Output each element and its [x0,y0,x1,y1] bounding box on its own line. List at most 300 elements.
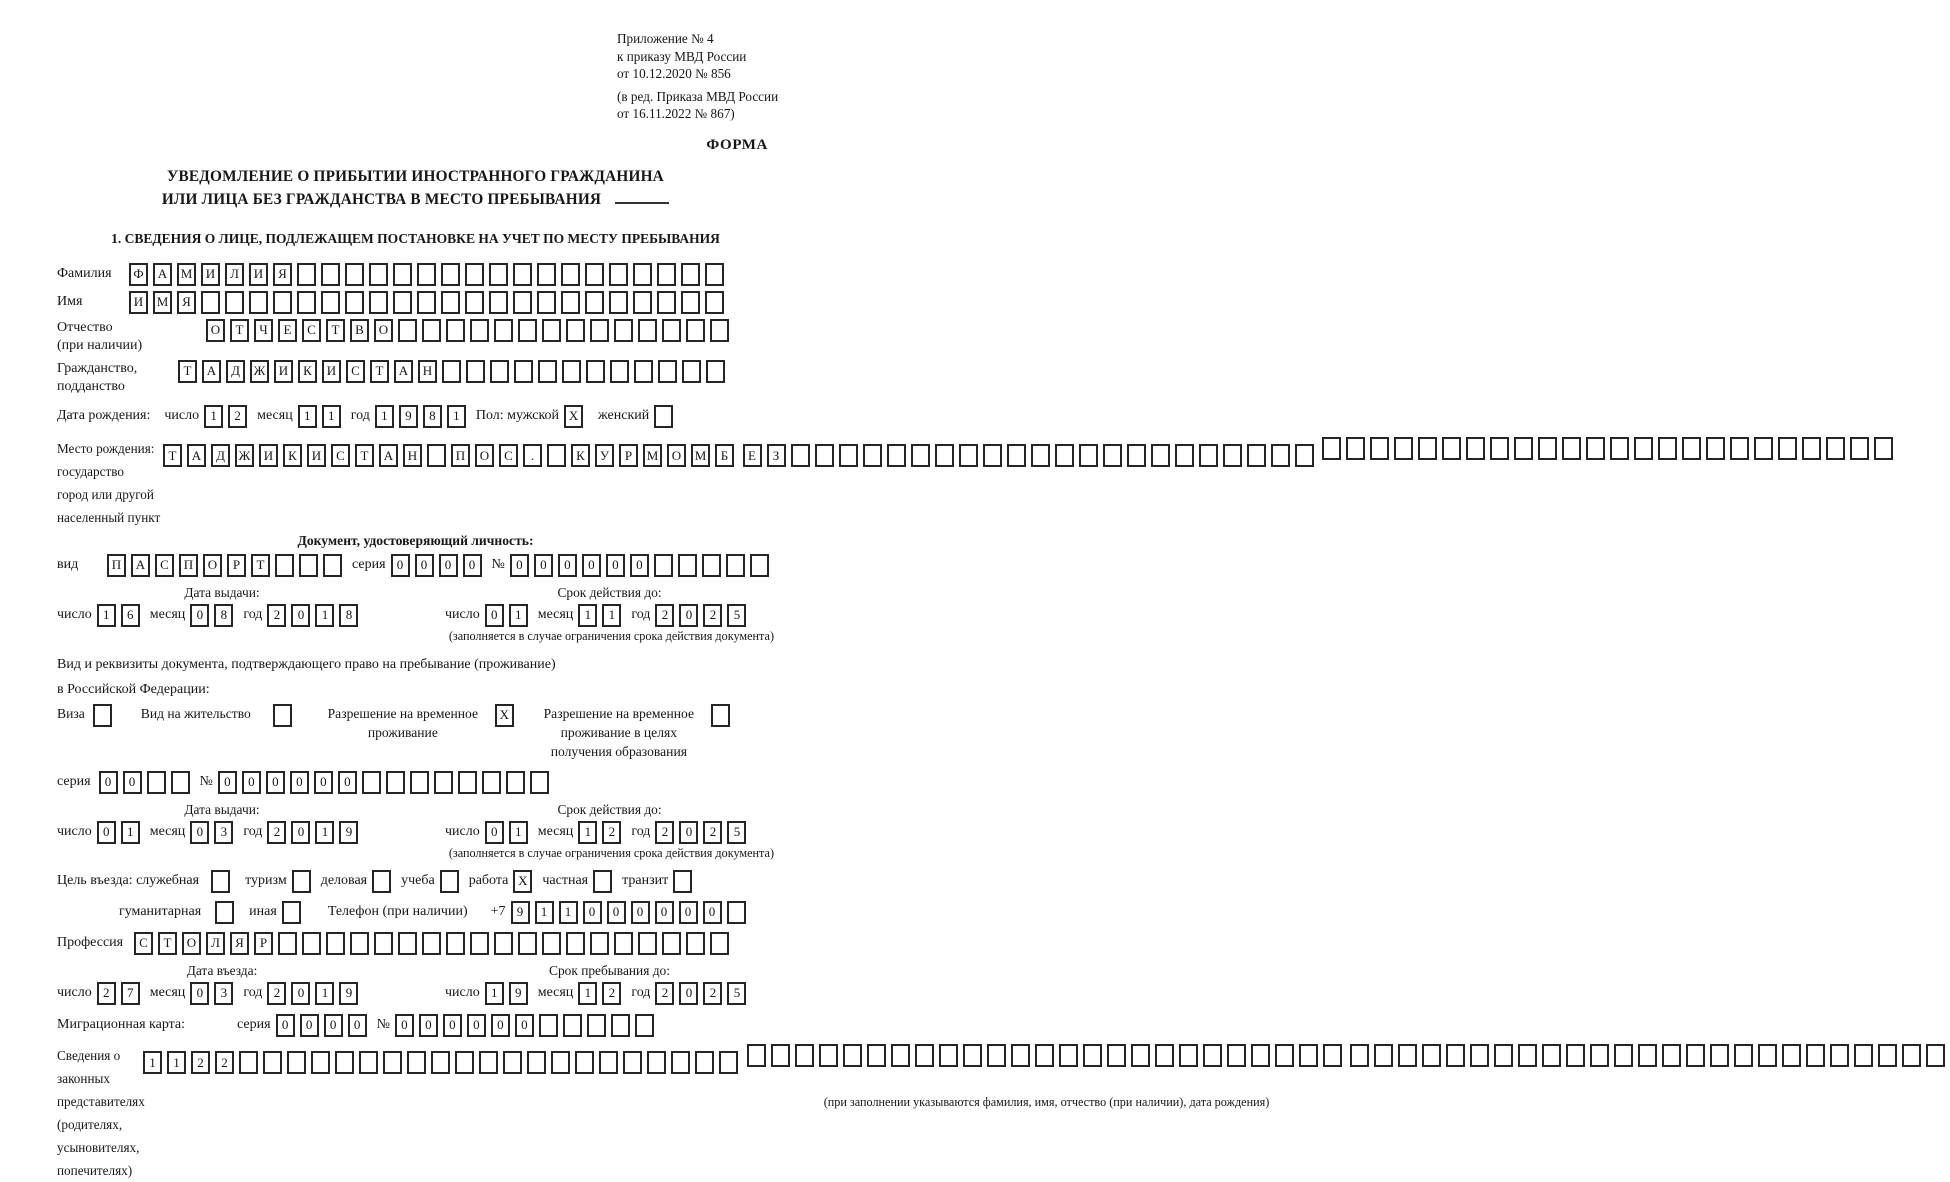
char-cell[interactable]: Ф [129,263,148,286]
char-cell[interactable] [292,870,311,893]
char-cell[interactable] [442,360,461,383]
char-cell[interactable] [561,263,580,286]
char-cell[interactable] [1878,1044,1897,1067]
char-cell[interactable]: А [394,360,413,383]
char-cell[interactable]: И [274,360,293,383]
char-cell[interactable] [611,1014,630,1037]
char-cell[interactable] [562,360,581,383]
char-cell[interactable] [1874,437,1893,460]
char-cell[interactable]: 1 [375,405,394,428]
char-cell[interactable] [915,1044,934,1067]
char-cell[interactable] [1007,444,1026,467]
char-cell[interactable] [681,291,700,314]
char-cell[interactable] [518,932,537,955]
char-cell[interactable]: Б [715,444,734,467]
char-cell[interactable] [843,1044,862,1067]
char-cell[interactable] [297,291,316,314]
char-cell[interactable]: 0 [510,554,529,577]
char-cell[interactable] [321,263,340,286]
char-cell[interactable] [771,1044,790,1067]
char-cell[interactable]: 9 [339,982,358,1005]
char-cell[interactable]: . [523,444,542,467]
char-cell[interactable]: О [206,319,225,342]
char-cell[interactable]: У [595,444,614,467]
char-cell[interactable]: 5 [727,604,746,627]
char-cell[interactable] [434,771,453,794]
char-cell[interactable] [393,291,412,314]
char-cell[interactable]: И [249,263,268,286]
char-cell[interactable]: 1 [298,405,317,428]
char-cell[interactable] [867,1044,886,1067]
char-cell[interactable] [417,263,436,286]
char-cell[interactable]: 1 [167,1051,186,1074]
char-cell[interactable]: Р [619,444,638,467]
char-cell[interactable]: 2 [267,821,286,844]
char-cell[interactable] [422,932,441,955]
char-cell[interactable] [1734,1044,1753,1067]
char-cell[interactable] [225,291,244,314]
char-cell[interactable] [633,291,652,314]
char-cell[interactable]: 1 [578,982,597,1005]
char-cell[interactable]: 0 [324,1014,343,1037]
char-cell[interactable] [1175,444,1194,467]
char-cell[interactable] [987,1044,1006,1067]
char-cell[interactable] [654,554,673,577]
char-cell[interactable] [585,263,604,286]
char-cell[interactable] [455,1051,474,1074]
char-cell[interactable] [795,1044,814,1067]
char-cell[interactable] [537,291,556,314]
char-cell[interactable]: 2 [602,821,621,844]
char-cell[interactable]: 5 [727,821,746,844]
char-cell[interactable] [1299,1044,1318,1067]
char-cell[interactable]: А [153,263,172,286]
char-cell[interactable]: 1 [559,901,578,924]
char-cell[interactable]: 2 [703,982,722,1005]
char-cell[interactable]: Т [355,444,374,467]
char-cell[interactable]: 1 [315,604,334,627]
char-cell[interactable] [440,870,459,893]
char-cell[interactable]: А [202,360,221,383]
char-cell[interactable] [705,263,724,286]
char-cell[interactable] [1107,1044,1126,1067]
char-cell[interactable]: 0 [703,901,722,924]
char-cell[interactable] [386,771,405,794]
char-cell[interactable]: 7 [121,982,140,1005]
char-cell[interactable]: 0 [190,982,209,1005]
char-cell[interactable]: 0 [190,604,209,627]
char-cell[interactable] [1802,437,1821,460]
char-cell[interactable]: Я [273,263,292,286]
char-cell[interactable] [1826,437,1845,460]
char-cell[interactable] [657,291,676,314]
char-cell[interactable]: Т [158,932,177,955]
char-cell[interactable] [410,771,429,794]
char-cell[interactable] [633,263,652,286]
char-cell[interactable] [350,932,369,955]
char-cell[interactable]: Я [177,291,196,314]
char-cell[interactable] [590,932,609,955]
char-cell[interactable] [465,263,484,286]
char-cell[interactable] [278,932,297,955]
char-cell[interactable]: 0 [97,821,116,844]
char-cell[interactable] [682,360,701,383]
char-cell[interactable] [705,291,724,314]
char-cell[interactable] [1518,1044,1537,1067]
char-cell[interactable] [398,932,417,955]
char-cell[interactable] [1662,1044,1681,1067]
char-cell[interactable] [362,771,381,794]
char-cell[interactable]: И [259,444,278,467]
char-cell[interactable] [614,319,633,342]
char-cell[interactable] [503,1051,522,1074]
char-cell[interactable]: О [374,319,393,342]
char-cell[interactable] [959,444,978,467]
char-cell[interactable] [1271,444,1290,467]
char-cell[interactable]: А [131,554,150,577]
char-cell[interactable] [658,360,677,383]
char-cell[interactable]: 0 [679,901,698,924]
char-cell[interactable] [479,1051,498,1074]
char-cell[interactable]: 8 [339,604,358,627]
char-cell[interactable]: 0 [395,1014,414,1037]
char-cell[interactable] [614,932,633,955]
char-cell[interactable] [171,771,190,794]
char-cell[interactable] [657,263,676,286]
char-cell[interactable] [321,291,340,314]
char-cell[interactable] [638,932,657,955]
char-cell[interactable]: 0 [276,1014,295,1037]
char-cell[interactable] [791,444,810,467]
char-cell[interactable] [1470,1044,1489,1067]
char-cell[interactable] [287,1051,306,1074]
char-cell[interactable]: 0 [291,604,310,627]
char-cell[interactable] [678,554,697,577]
char-cell[interactable]: Н [418,360,437,383]
char-cell[interactable] [1730,437,1749,460]
char-cell[interactable] [586,360,605,383]
char-cell[interactable] [662,932,681,955]
char-cell[interactable]: Ж [235,444,254,467]
char-cell[interactable] [427,444,446,467]
char-cell[interactable] [489,263,508,286]
char-cell[interactable]: 0 [391,554,410,577]
char-cell[interactable] [93,704,112,727]
char-cell[interactable] [1658,437,1677,460]
char-cell[interactable]: 9 [511,901,530,924]
char-cell[interactable] [1778,437,1797,460]
char-cell[interactable]: 0 [630,554,649,577]
char-cell[interactable] [1223,444,1242,467]
char-cell[interactable]: Л [225,263,244,286]
char-cell[interactable] [1035,1044,1054,1067]
char-cell[interactable] [747,1044,766,1067]
char-cell[interactable]: И [129,291,148,314]
char-cell[interactable]: Т [370,360,389,383]
char-cell[interactable] [706,360,725,383]
char-cell[interactable] [446,319,465,342]
char-cell[interactable]: С [302,319,321,342]
char-cell[interactable] [1203,1044,1222,1067]
char-cell[interactable]: 0 [534,554,553,577]
char-cell[interactable] [1542,1044,1561,1067]
char-cell[interactable]: 6 [121,604,140,627]
char-cell[interactable]: 2 [228,405,247,428]
char-cell[interactable] [1322,437,1341,460]
char-cell[interactable]: С [346,360,365,383]
char-cell[interactable]: С [499,444,518,467]
char-cell[interactable] [275,554,294,577]
char-cell[interactable] [1370,437,1389,460]
char-cell[interactable]: 0 [679,821,698,844]
char-cell[interactable] [542,932,561,955]
char-cell[interactable] [282,901,301,924]
char-cell[interactable] [1706,437,1725,460]
char-cell[interactable] [1251,1044,1270,1067]
char-cell[interactable] [1710,1044,1729,1067]
char-cell[interactable] [466,360,485,383]
char-cell[interactable]: 2 [655,982,674,1005]
char-cell[interactable] [1350,1044,1369,1067]
char-cell[interactable] [1394,437,1413,460]
char-cell[interactable] [587,1014,606,1037]
char-cell[interactable]: 0 [485,604,504,627]
char-cell[interactable]: К [283,444,302,467]
char-cell[interactable] [662,319,681,342]
char-cell[interactable] [1442,437,1461,460]
char-cell[interactable] [393,263,412,286]
char-cell[interactable]: 2 [267,604,286,627]
char-cell[interactable]: К [571,444,590,467]
char-cell[interactable] [441,291,460,314]
char-cell[interactable]: Т [163,444,182,467]
char-cell[interactable] [201,291,220,314]
char-cell[interactable]: А [187,444,206,467]
char-cell[interactable]: 8 [423,405,442,428]
char-cell[interactable] [634,360,653,383]
char-cell[interactable] [1490,437,1509,460]
char-cell[interactable] [561,291,580,314]
char-cell[interactable]: 1 [204,405,223,428]
char-cell[interactable] [1494,1044,1513,1067]
char-cell[interactable] [727,901,746,924]
char-cell[interactable] [417,291,436,314]
char-cell[interactable]: И [322,360,341,383]
char-cell[interactable]: 1 [143,1051,162,1074]
char-cell[interactable]: 0 [467,1014,486,1037]
char-cell[interactable] [1686,1044,1705,1067]
char-cell[interactable] [551,1051,570,1074]
char-cell[interactable] [1179,1044,1198,1067]
char-cell[interactable] [323,554,342,577]
char-cell[interactable]: 0 [679,604,698,627]
char-cell[interactable]: 1 [509,821,528,844]
char-cell[interactable]: Н [403,444,422,467]
char-cell[interactable] [299,554,318,577]
char-cell[interactable] [263,1051,282,1074]
char-cell[interactable] [710,319,729,342]
char-cell[interactable] [671,1051,690,1074]
char-cell[interactable] [530,771,549,794]
char-cell[interactable]: Л [206,932,225,955]
char-cell[interactable]: 0 [123,771,142,794]
char-cell[interactable]: О [475,444,494,467]
char-cell[interactable] [359,1051,378,1074]
char-cell[interactable]: М [643,444,662,467]
char-cell[interactable] [935,444,954,467]
char-cell[interactable] [372,870,391,893]
char-cell[interactable]: 1 [315,821,334,844]
char-cell[interactable] [963,1044,982,1067]
char-cell[interactable]: 0 [631,901,650,924]
char-cell[interactable]: С [155,554,174,577]
char-cell[interactable] [1055,444,1074,467]
char-cell[interactable] [527,1051,546,1074]
char-cell[interactable] [537,263,556,286]
char-cell[interactable]: 1 [602,604,621,627]
char-cell[interactable] [566,319,585,342]
char-cell[interactable] [647,1051,666,1074]
char-cell[interactable]: 0 [419,1014,438,1037]
char-cell[interactable] [686,319,705,342]
char-cell[interactable] [610,360,629,383]
char-cell[interactable] [398,319,417,342]
char-cell[interactable] [1079,444,1098,467]
char-cell[interactable] [513,291,532,314]
char-cell[interactable]: 0 [583,901,602,924]
char-cell[interactable] [1466,437,1485,460]
char-cell[interactable]: 0 [463,554,482,577]
char-cell[interactable] [702,554,721,577]
char-cell[interactable] [542,319,561,342]
char-cell[interactable]: Ж [250,360,269,383]
char-cell[interactable] [407,1051,426,1074]
char-cell[interactable] [719,1051,738,1074]
char-cell[interactable] [673,870,692,893]
char-cell[interactable] [1295,444,1314,467]
char-cell[interactable]: 0 [190,821,209,844]
char-cell[interactable] [489,291,508,314]
char-cell[interactable] [566,932,585,955]
char-cell[interactable]: 2 [267,982,286,1005]
char-cell[interactable] [1374,1044,1393,1067]
char-cell[interactable]: 0 [606,554,625,577]
char-cell[interactable]: 0 [607,901,626,924]
char-cell[interactable] [514,360,533,383]
char-cell[interactable]: 0 [290,771,309,794]
char-cell[interactable]: 0 [242,771,261,794]
char-cell[interactable] [239,1051,258,1074]
char-cell[interactable] [302,932,321,955]
char-cell[interactable] [1586,437,1605,460]
char-cell[interactable] [1782,1044,1801,1067]
char-cell[interactable] [681,263,700,286]
char-cell[interactable] [1758,1044,1777,1067]
char-cell[interactable] [839,444,858,467]
char-cell[interactable] [490,360,509,383]
char-cell[interactable]: 0 [300,1014,319,1037]
char-cell[interactable]: 0 [439,554,458,577]
char-cell[interactable]: 2 [655,821,674,844]
char-cell[interactable] [465,291,484,314]
char-cell[interactable] [1590,1044,1609,1067]
char-cell[interactable] [335,1051,354,1074]
char-cell[interactable]: 9 [399,405,418,428]
char-cell[interactable]: Т [230,319,249,342]
char-cell[interactable] [215,901,234,924]
char-cell[interactable] [819,1044,838,1067]
char-cell[interactable]: 2 [191,1051,210,1074]
char-cell[interactable] [750,554,769,577]
char-cell[interactable]: X [495,704,514,727]
char-cell[interactable] [345,263,364,286]
char-cell[interactable] [575,1051,594,1074]
char-cell[interactable] [1422,1044,1441,1067]
char-cell[interactable]: Т [326,319,345,342]
char-cell[interactable]: 0 [515,1014,534,1037]
char-cell[interactable]: 1 [535,901,554,924]
char-cell[interactable] [1614,1044,1633,1067]
char-cell[interactable] [1902,1044,1921,1067]
char-cell[interactable]: 0 [558,554,577,577]
char-cell[interactable] [1323,1044,1342,1067]
char-cell[interactable]: М [177,263,196,286]
char-cell[interactable] [635,1014,654,1037]
char-cell[interactable]: К [298,360,317,383]
char-cell[interactable] [297,263,316,286]
char-cell[interactable] [887,444,906,467]
char-cell[interactable]: 1 [578,821,597,844]
char-cell[interactable] [446,932,465,955]
char-cell[interactable] [494,319,513,342]
char-cell[interactable] [1059,1044,1078,1067]
char-cell[interactable]: П [107,554,126,577]
char-cell[interactable] [590,319,609,342]
char-cell[interactable] [494,932,513,955]
char-cell[interactable] [1083,1044,1102,1067]
char-cell[interactable] [273,704,292,727]
char-cell[interactable] [1275,1044,1294,1067]
char-cell[interactable] [374,932,393,955]
char-cell[interactable] [1418,437,1437,460]
char-cell[interactable]: 0 [291,821,310,844]
char-cell[interactable]: 2 [602,982,621,1005]
char-cell[interactable]: 1 [447,405,466,428]
char-cell[interactable] [422,319,441,342]
char-cell[interactable]: 2 [215,1051,234,1074]
char-cell[interactable] [513,263,532,286]
char-cell[interactable]: П [179,554,198,577]
char-cell[interactable]: З [767,444,786,467]
char-cell[interactable]: С [331,444,350,467]
char-cell[interactable] [470,319,489,342]
char-cell[interactable] [623,1051,642,1074]
char-cell[interactable]: 3 [214,982,233,1005]
char-cell[interactable] [686,932,705,955]
char-cell[interactable] [470,932,489,955]
char-cell[interactable]: В [350,319,369,342]
char-cell[interactable] [1634,437,1653,460]
char-cell[interactable]: X [564,405,583,428]
char-cell[interactable] [1199,444,1218,467]
char-cell[interactable]: 1 [578,604,597,627]
char-cell[interactable] [1131,1044,1150,1067]
char-cell[interactable]: 0 [218,771,237,794]
char-cell[interactable] [383,1051,402,1074]
char-cell[interactable] [563,1014,582,1037]
char-cell[interactable] [1926,1044,1945,1067]
char-cell[interactable]: 0 [415,554,434,577]
